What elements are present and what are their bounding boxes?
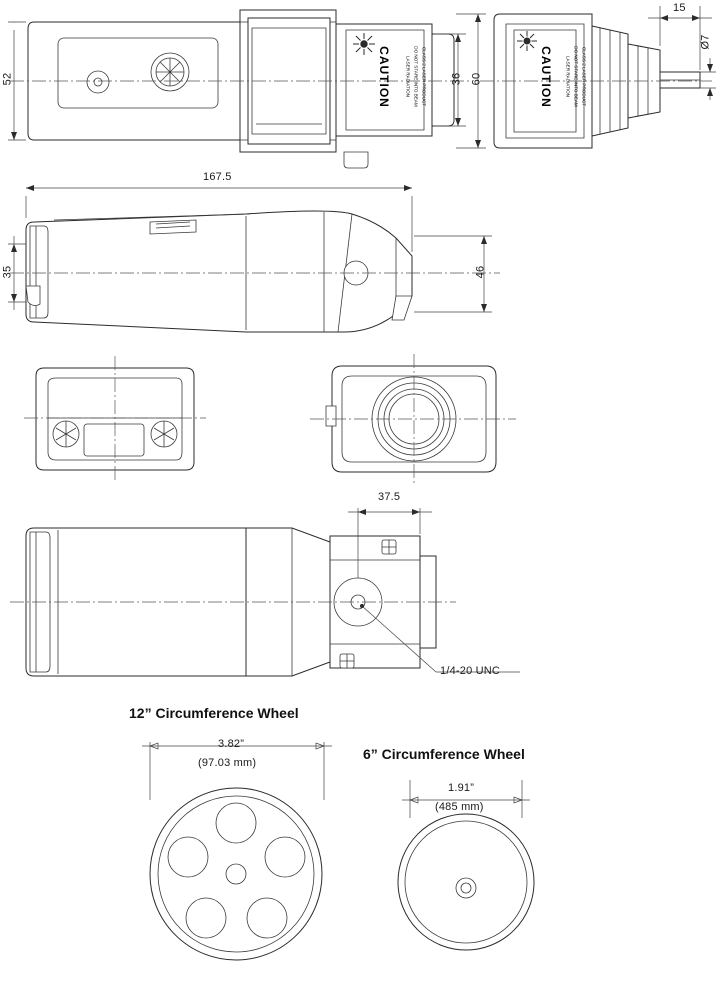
caution-label-top: [336, 24, 432, 136]
dim-label-60: 60: [470, 72, 483, 86]
front-lens-view: [310, 354, 516, 484]
wheel-12-dim-inch: 3.82”: [218, 738, 245, 750]
caution-front-line-3: CLASS 2 LASER PRODUCT: [581, 46, 587, 107]
dim-label-35: 35: [1, 265, 14, 279]
wheel-6-title: 6” Circumference Wheel: [363, 746, 525, 762]
laser-burst-icon: [352, 32, 376, 56]
wheel-12-dim-mm: (97.03 mm): [198, 757, 257, 769]
caution-line-3: CLASS 2 LASER PRODUCT: [421, 46, 427, 107]
laser-burst-icon-front: [516, 30, 538, 52]
caution-label-front: [506, 24, 587, 138]
caution-front-line-2: DO NOT STARE INTO BEAM: [573, 46, 579, 107]
rear-view: [24, 356, 206, 482]
caution-title: CAUTION: [377, 46, 391, 108]
side-view-body: [10, 211, 500, 332]
dim-label-52: 52: [1, 72, 14, 86]
wheel-12-inch: [142, 742, 332, 960]
caution-line-2: DO NOT STARE INTO BEAM: [413, 46, 419, 107]
thread-callout-label: 1/4-20 UNC: [440, 665, 501, 677]
dim-label-36: 36: [450, 72, 463, 86]
caution-line-1: LASER RADIATION: [405, 55, 411, 97]
dim-shaft-dia: [700, 58, 716, 100]
wheel-12-title: 12” Circumference Wheel: [129, 705, 299, 721]
caution-title-front: CAUTION: [539, 46, 553, 108]
dim-label-15: 15: [673, 2, 686, 14]
bottom-mount-view: [10, 528, 520, 676]
dim-label-37-5: 37.5: [378, 491, 401, 503]
dim-label-167-5: 167.5: [203, 171, 232, 183]
wheel-6-dim-inch: 1.91”: [448, 782, 475, 794]
dim-label-46: 46: [474, 265, 487, 279]
dim-label-shaft-dia: Ø7: [699, 34, 712, 50]
wheel-6-dim-mm: (485 mm): [435, 801, 484, 813]
caution-front-line-1: LASER RADIATION: [565, 55, 571, 97]
